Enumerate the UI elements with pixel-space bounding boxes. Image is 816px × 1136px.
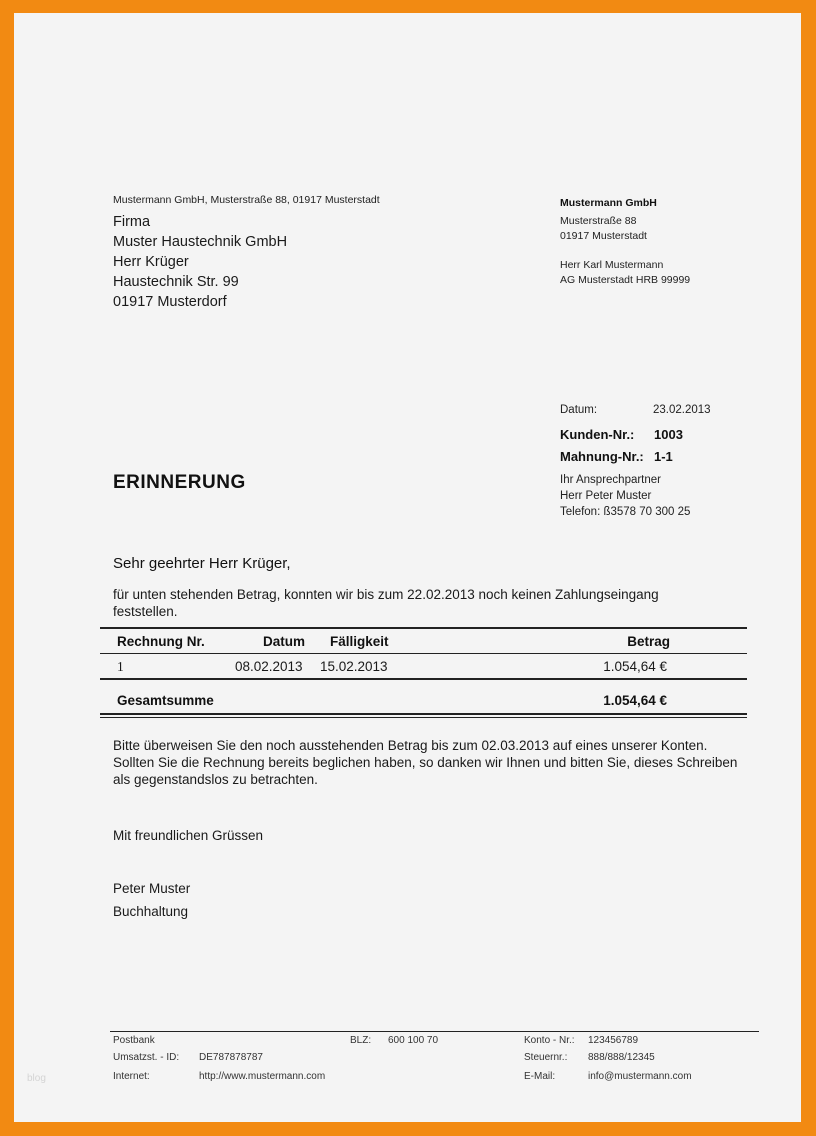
footer-rule xyxy=(110,1031,759,1032)
company-city: 01917 Musterstadt xyxy=(560,230,647,242)
contact-block xyxy=(560,472,690,520)
footer-vat-label: Umsatzst. - ID: xyxy=(113,1052,180,1063)
recipient-line: Haustechnik Str. 99 xyxy=(113,274,239,290)
watermark: blog xyxy=(27,1073,46,1084)
header-due: Fälligkeit xyxy=(330,634,389,649)
recipient-line: Herr Krüger xyxy=(113,254,189,270)
contact-label: Ihr Ansprechpartner xyxy=(560,474,662,486)
footer-mail-label: E-Mail: xyxy=(524,1071,556,1082)
customer-label: Kunden-Nr.: xyxy=(560,427,635,442)
contact-name: Herr Peter Muster xyxy=(560,490,652,502)
date-label: Datum: xyxy=(560,404,598,416)
footer-web-label: Internet: xyxy=(113,1071,150,1082)
cell-amount: 1.054,64 € xyxy=(603,659,667,674)
company-name: Mustermann GmbH xyxy=(560,197,657,209)
header-invoice-nr: Rechnung Nr. xyxy=(117,634,205,649)
sender-line: Mustermann GmbH, Musterstraße 88, 01917 Musterstadt xyxy=(113,194,380,206)
recipient-line: Firma xyxy=(113,214,151,230)
company-street: Musterstraße 88 xyxy=(560,215,637,227)
reminder-value: 1-1 xyxy=(654,449,673,464)
table-header-rule xyxy=(100,653,747,654)
company-block xyxy=(560,196,690,288)
closing: Mit freundlichen Grüssen xyxy=(113,828,264,843)
header-date: Datum xyxy=(263,634,306,649)
reminder-label: Mahnung-Nr.: xyxy=(560,449,644,464)
contact-phone: Telefon: ß3578 70 300 25 xyxy=(560,506,691,518)
payment-text: Bitte überweisen Sie den noch ausstehenden Betrag bis zum 02.03.2013 auf eines unserer Konten. Sollten Sie die Rechnung bereits beglichen haben, so danken wir Ihnen und bitten Sie, dieses Schreiben als gegenstandslos zu betrachten. xyxy=(113,738,738,787)
footer-blz-value: 600 100 70 xyxy=(388,1035,439,1046)
total-rule-2 xyxy=(100,717,747,718)
footer-konto-value: 123456789 xyxy=(588,1035,639,1046)
date-value: 23.02.2013 xyxy=(653,404,711,416)
total-label: Gesamtsumme xyxy=(117,693,214,708)
footer-konto-label: Konto - Nr.: xyxy=(524,1035,575,1046)
footer-mail-value[interactable]: info@mustermann.com xyxy=(588,1071,692,1082)
salutation: Sehr geehrter Herr Krüger, xyxy=(113,555,291,572)
intro-text: für unten stehenden Betrag, konnten wir bis zum 22.02.2013 noch keinen Zahlungseingang feststellen. xyxy=(113,587,659,619)
cell-date: 08.02.2013 xyxy=(235,659,303,674)
recipient-address xyxy=(113,212,287,312)
company-register: AG Musterstadt HRB 99999 xyxy=(560,274,691,286)
customer-value: 1003 xyxy=(654,427,683,442)
company-owner: Herr Karl Mustermann xyxy=(560,259,664,271)
signature-department: Buchhaltung xyxy=(113,904,189,919)
table-row-rule xyxy=(100,678,747,680)
table-top-rule xyxy=(100,627,747,629)
total-rule-1 xyxy=(100,713,747,715)
total-value: 1.054,64 € xyxy=(603,693,667,708)
document-title: ERINNERUNG xyxy=(113,472,246,493)
header-amount: Betrag xyxy=(627,634,670,649)
footer-web-value[interactable]: http://www.mustermann.com xyxy=(199,1071,326,1082)
recipient-line: 01917 Musterdorf xyxy=(113,294,227,310)
footer-tax-value: 888/888/12345 xyxy=(588,1052,655,1063)
cell-invoice-nr: 1 xyxy=(117,659,124,674)
recipient-line: Muster Haustechnik GmbH xyxy=(113,234,288,250)
footer-bank: Postbank xyxy=(113,1035,155,1046)
signature-name: Peter Muster xyxy=(113,881,191,896)
cell-due: 15.02.2013 xyxy=(320,659,388,674)
footer-vat-value: DE787878787 xyxy=(199,1052,263,1063)
footer-tax-label: Steuernr.: xyxy=(524,1052,568,1063)
footer-blz-label: BLZ: xyxy=(350,1035,372,1046)
